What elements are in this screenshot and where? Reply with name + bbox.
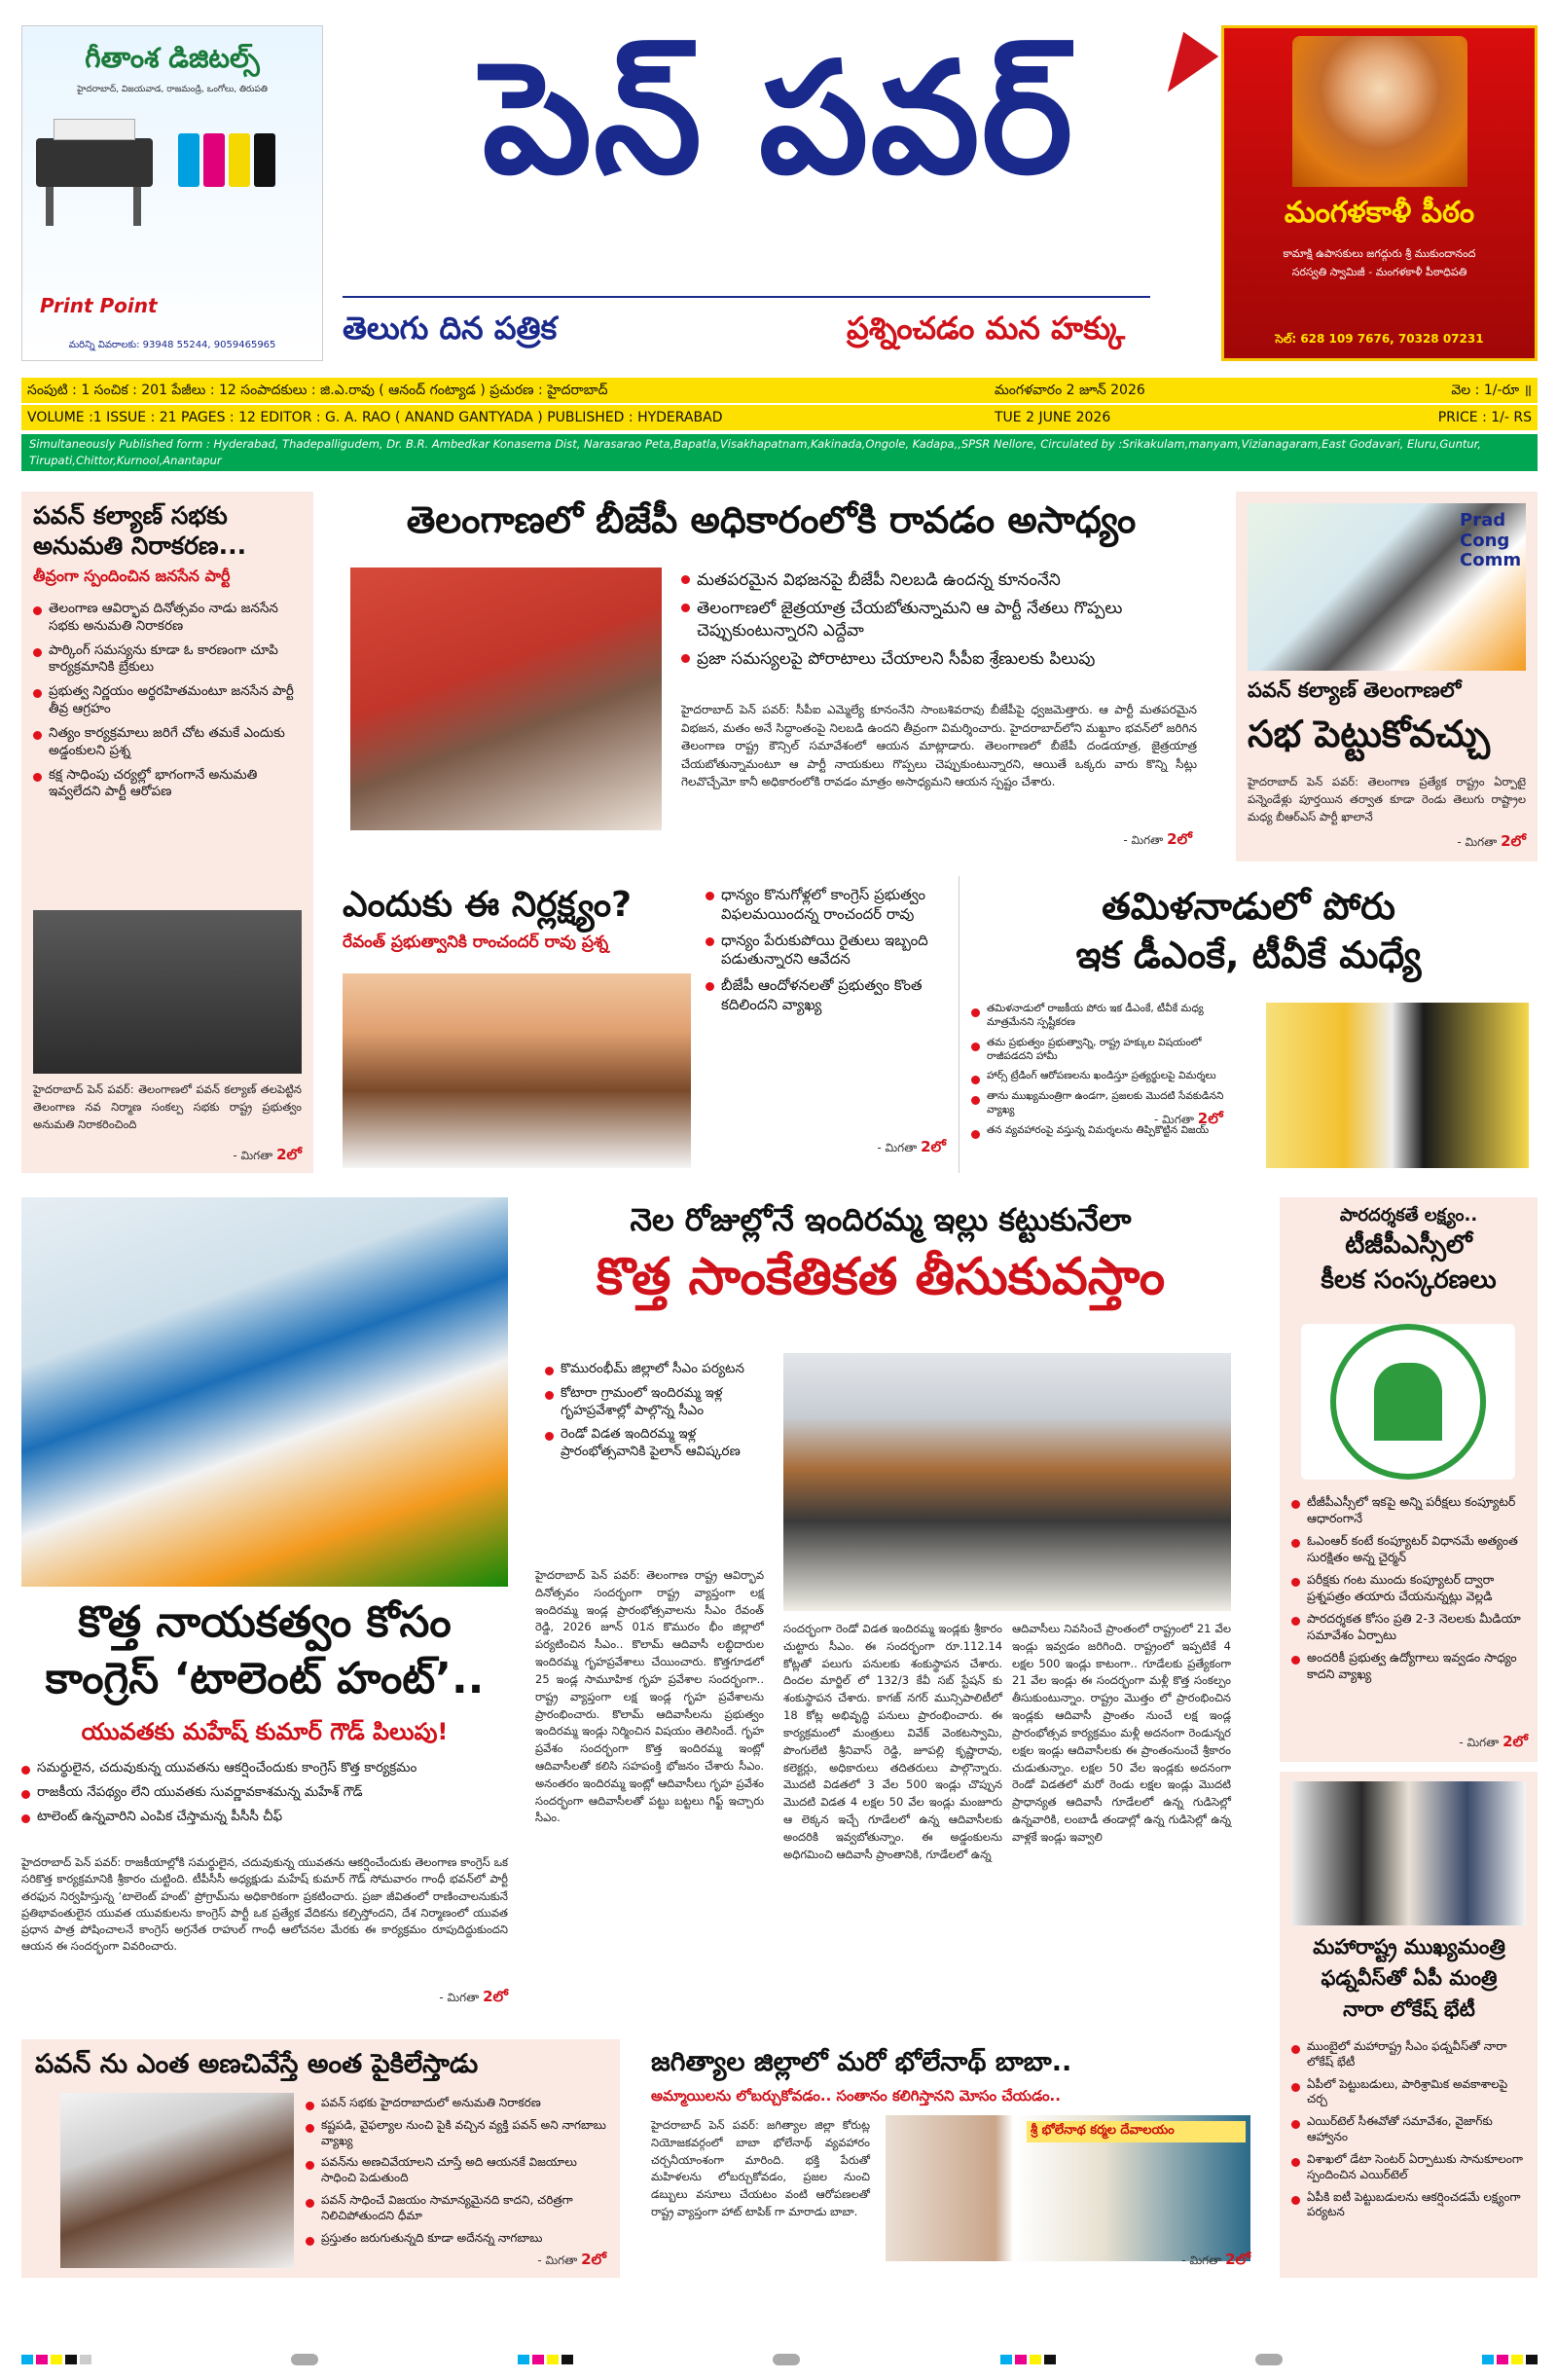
list-item: రాజకీయ నేపథ్యం లేని యువతకు సువర్ణావకాశమన్న మహేశ్ గౌడ్ <box>21 1784 508 1802</box>
story-lokesh-title-2: ఫడ్నవీస్‌తో ఏపీ మంత్రి <box>1321 1966 1498 1990</box>
story-lokesh-title-1: మహారాష్ట్ర ముఖ్యమంత్రి <box>1313 1935 1505 1959</box>
list-item: కొమురంభీమ్ జిల్లాలో సీఎం పర్యటన <box>545 1361 764 1378</box>
story-congress-title-1: కొత్త నాయకత్వం కోసం <box>78 1597 452 1647</box>
list-item: బీజేపీ ఆందోళనలతో ప్రభుత్వం కొంత కదిలిందని వ్యాఖ్య <box>706 976 949 1015</box>
list-item: కక్ష సాధింపు చర్యల్లో భాగంగానే అనుమతి ఇవ్వలేదని పార్టీ ఆరోపణ <box>33 767 302 802</box>
tagline-divider <box>343 296 1150 298</box>
list-item: ఓఎంఆర్ కంటే కంప్యూటర్ విధానమే అత్యంత సురక్షితం అన్న చైర్మన్ <box>1291 1533 1527 1565</box>
left-ad-phones: మరిన్ని వివరాలకు: 93948 55244, 9059465965 <box>68 340 276 350</box>
list-item: కోటారా గ్రామంలో ఇందిరమ్మ ఇళ్ల గృహప్రవేశాల్లో పాల్గొన్న సీఎం <box>545 1385 764 1420</box>
list-item: ఏపీలో పెట్టుబడులు, పారిశ్రామిక అవకాశాలపై చర్చ <box>1291 2077 1527 2108</box>
color-strip <box>1482 2355 1538 2364</box>
infobar-editions: Simultaneously Published form : Hyderabad, Thadepalligudem, Dr. B.R. Ambedkar Konasema Dist, Narasarao Peta,Bapatla,Visakhapatnam,Kakinada,Ongole, Kadapa,,SPSR Nellore, Circulated by :Srikakulam,manyam,Vizianagaram,East Godavari, Eluru,Guntur, Tirupati,Chittor,Kurnool,Anantapur <box>21 434 1538 471</box>
registration-pill <box>1255 2354 1283 2365</box>
story-pawan-right-title-2: సభ పెట్టుకోవచ్చు <box>1248 713 1491 755</box>
list-item: నిత్యం కార్యక్రమాలు జరిగే చోట తమకే ఎందుకు అడ్డంకులని ప్రశ్న <box>33 725 302 760</box>
list-item: పరీక్షకు గంట ముందు కంప్యూటర్ ద్వారా ప్రశ్నపత్రం తయారు చేయనున్నట్లు వెల్లడి <box>1291 1572 1527 1604</box>
story-pawan-bottom-bullets <box>306 2096 607 2253</box>
story-tgpsc-bullets <box>1291 1494 1527 1689</box>
print-point-logo: Print Point <box>40 294 158 317</box>
color-strip <box>21 2355 91 2364</box>
list-item: తమ ప్రభుత్వం ప్రభుత్వాన్ని, రాష్ట్ర హక్కుల విషయంలో రాజీపడదని హామీ <box>971 1037 1249 1064</box>
list-item: ప్రస్తుతం జరుగుతున్నది కూడా అదేనన్న నాగబాబు <box>306 2231 607 2247</box>
list-item: పవన్ సాధించే విజయం సామాన్యమైనది కాదని, చరిత్రగా నిలిచిపోతుందని ధీమా <box>306 2193 607 2224</box>
lokesh-fadnavis-photo[interactable] <box>1291 1781 1526 1925</box>
story-bjp-bullets <box>681 569 1187 677</box>
story-housing-title-2: కొత్త సాంకేతికత తీసుకువస్తాం <box>596 1248 1166 1307</box>
story-congress <box>21 1197 508 2015</box>
right-ad-line2: సరస్వతి స్వామిజీ - మంగళకాళీ పీఠాధిపతి <box>1291 266 1467 278</box>
continued-note: - మిగతా 2లో <box>1457 832 1526 850</box>
printer-illustration <box>36 119 172 226</box>
story-tgpsc <box>1280 1197 1538 1762</box>
left-ad-brand: గీతాంశ డిజిటల్స్ <box>85 42 260 74</box>
story-bjp-title: తెలంగాణలో బీజేపీ అధికారంలోకి రావడం అసాధ్యం <box>406 498 1137 541</box>
continued-note: - మిగతా 2లో <box>537 2251 606 2268</box>
story-tamil-title-2: ఇక డీఎంకే, టీవీకే మధ్యే <box>1075 934 1422 977</box>
government-of-telangana-emblem[interactable] <box>1301 1324 1515 1480</box>
story-pawan-left-title: పవన్ కల్యాణ్ సభకు అనుమతి నిరాకరణ... <box>33 501 247 560</box>
story-tgpsc-kicker: పారదర్శకతే లక్ష్యం.. <box>1339 1205 1478 1226</box>
continued-note: - మిగతా 2లో <box>1123 830 1192 848</box>
list-item: పవన్‌ను అణచివేయాలని చూస్తే అది ఆయనకే విజయాలు సాధించి పెడుతుంది <box>306 2155 607 2186</box>
story-congress-body: హైదరాబాద్ పెన్ పవర్: రాజకీయాల్లోకి సమర్థులైన, చదువుకున్న యువతను ఆకర్షించేందుకు తెలంగాణ కాంగ్రెస్ ఒక సరికొత్త కార్యక్రమానికి శ్రీకారం చుట్టింది. టీపీసీసీ అధ్యక్షుడు మహేష్ కుమార్ గౌడ్ సోమవారం గాంధీ భవన్‌లో పార్టీ తరఫున నిర్వహిస్తున్న ‘టాలెంట్ హంట్’ ప్రోగ్రామ్‌ను అధికారికంగా ప్రకటించారు. ప్రజా జీవితంలో రాణించాలనుకునే ప్రతిభావంతులైన యువత యువకులను కాంగ్రెస్ పార్టీ ఒక ప్రత్యేక వేదికను కల్పిస్తోందని, దేశ నిర్మాణంలో యువత ప్రధాన పాత్ర పోషించాలనే కాంగ్రెస్ అగ్రనేత రాహుల్ గాంధీ ఆలోచనల మేరకు ఈ కార్యక్రమం రూపుదిద్దుకుందని ఆయన ఈ సందర్భంగా వివరించారు. <box>21 1855 509 1954</box>
registration-marks <box>21 2354 1538 2365</box>
pcc-banner-text: Prad Cong Comm <box>1460 510 1522 571</box>
infobar-english <box>21 405 1538 430</box>
left-ad-address: హైదరాబాద్, విజయవాడ, రాజమండ్రి, ఒంగోలు, తిరుపతి <box>77 85 268 94</box>
story-neglect <box>331 876 954 1173</box>
list-item: తాను ముఖ్యమంత్రిగా ఉండగా, ప్రజలకు మొదటి సేవకుడినని వ్యాఖ్య <box>971 1090 1249 1117</box>
infobar-english-date: TUE 2 JUNE 2026 <box>995 410 1111 425</box>
continued-note: - మిగతా 2లో <box>439 1988 508 2005</box>
temple-banner: శ్రీ భోలేనాథ కర్మల దేవాలయం <box>1027 2121 1246 2142</box>
infobar-english-details: VOLUME :1 ISSUE : 21 PAGES : 12 EDITOR : G. A. RAO ( ANAND GANTYADA ) PUBLISHED : HYDERABAD <box>27 410 723 425</box>
right-ad-line1: కామాక్షి ఉపాసకులు జగద్గురు శ్రీ ముకుందానంద <box>1283 247 1476 260</box>
story-housing-title-1: నెల రోజుల్లోనే ఇందిరమ్మ ఇల్లు కట్టుకునేలా <box>630 1201 1132 1238</box>
tagline-right: ప్రశ్నించడం మన హక్కు <box>847 310 1126 347</box>
list-item: ఎయిర్‌టెల్ సీఈవోతో సమావేశం, వైజాగ్‌కు ఆహ్వానం <box>1291 2114 1527 2145</box>
vijay-photo[interactable] <box>1266 1003 1529 1168</box>
list-item: టాలెంట్ ఉన్నవారిని ఎంపిక చేస్తామన్న పీసీసీ చీఫ్ <box>21 1809 508 1826</box>
story-tamil <box>959 876 1538 1173</box>
registration-pill <box>291 2354 318 2365</box>
pawan-kalyan-photo[interactable] <box>33 910 302 1074</box>
list-item: విశాఖలో డేటా సెంటర్ ఏర్పాటుకు సానుకూలంగా స్పందించిన ఎయిర్‌టెల్ <box>1291 2152 1527 2183</box>
list-item: ప్రభుత్వ నిర్ణయం అర్థరహితమంటూ జనసేన పార్టీ తీవ్ర ఆగ్రహం <box>33 683 302 718</box>
list-item: మతపరమైన విభజనపై బీజేపీ నిలబడి ఉందన్న కూనంనేని <box>681 569 1187 591</box>
koonamneni-photo[interactable] <box>350 568 662 830</box>
story-bjp-body: హైదరాబాద్ పెన్ పవర్: సీపీఐ ఎమ్మెల్యే కూనంనేని సాంబశివరావు బీజేపీపై ధ్వజమెత్తారు. ఆ పార్టీ మతపరమైన విభజన, మతం అనే సిద్ధాంతంపై నిలబడి ఉందని తీవ్రంగా విమర్శించారు. హైదరాబాద్‌లోని మఖ్దూం భవన్‌లో జరిగిన తెలంగాణ రాష్ట్ర కౌన్సిల్ సమావేశంలో ఆయన మాట్లాడారు. తెలంగాణలో బీజేపీ దండయాత్ర, జైత్రయాత్ర చేయబోతున్నామంటూ ఆ పార్టీ నాయకులు గొప్పలు చెప్పుకుంటున్నారని, ఆయితే ఒక్కరు వారు కొన్ని సీట్లు గెలవొచ్చేమో కానీ అధికారంలోకి రావడం మాత్రం అసాధ్యమని ఆయన స్పష్టం చేశారు. <box>681 703 1197 789</box>
nagababu-photo[interactable] <box>60 2093 294 2268</box>
story-tgpsc-title-1: టీజీపీఎస్సీలో <box>1345 1229 1472 1260</box>
story-neglect-bullets <box>706 886 949 1022</box>
list-item: ధాన్యం కొనుగోళ్లలో కాంగ్రెస్ ప్రభుత్వం విఫలమయిందన్న రాంచందర్ రావు <box>706 886 949 925</box>
list-item: తమిళనాడులో రాజకీయ పోరు ఇక డీఎంకే, టీవీకే మధ్య మాత్రమేనని స్పష్టీకరణ <box>971 1003 1249 1030</box>
list-item: ఏపీకి ఐటీ పెట్టుబడులను ఆకర్షించడమే లక్ష్యంగా పర్యటన <box>1291 2190 1527 2221</box>
story-bjp <box>331 492 1212 861</box>
list-item: రెండో విడత ఇందిరమ్మ ఇళ్ల ప్రారంభోత్సవానికి పైలాన్ ఆవిష్కరణ <box>545 1426 764 1461</box>
right-ad-title: మంగళకాళీ పీఠం <box>1284 196 1475 230</box>
story-neglect-title: ఎందుకు ఈ నిర్లక్ష్యం? <box>343 885 633 925</box>
story-lokesh-title-3: నారా లోకేష్ భేటీ <box>1343 1997 1475 2021</box>
story-housing-col1: హైదరాబాద్ పెన్ పవర్: తెలంగాణ రాష్ట్ర ఆవిర్భావ దినోత్సవం సందర్భంగా రాష్ట్ర వ్యాప్తంగా లక్ష ఇందిరమ్మ ఇండ్ల ప్రారంభోత్సవాలను సీఎం రేవంత్ రెడ్డి, 2026 జూన్ 01న కొమురం భీం జిల్లాలో పర్యటించిన సీఎం.. కొలామ్ ఆదివాసీ లబ్ధిదారుల ఇందిరమ్మ గృహప్రవేశాలు చేయించారు. కొత్తగూడలో 25 ఇండ్ల సామూహిక గృహ ప్రవేశాల సందర్భంగా.. రాష్ట్ర వ్యాప్తంగా లక్ష ఇండ్ల గృహ ప్రవేశాలను ప్రారంభించారు. కొలామ్ ఆదివాసీలను ప్రభుత్వం ఇందిరమ్మ ఇండ్లు నిర్మించిన విషయం తెలిసిందే. గృహ ప్రవేశం సందర్భంగా కొత్త ఇందిరమ్మ ఇంట్లో ఆదివాసీలతో కలిసి సహపంక్తి భోజనం చేశారు సీఎం. అనంతరం ఇందిరమ్మ ఇంట్లో ఆదివాసీలు గృహ ప్రవేశం సందర్భంగా ఆదివాసీలతో పట్టు బట్టలు గిఫ్ట్ ఇచ్చారు సీఎం. <box>535 1568 764 1825</box>
story-lokesh-bullets <box>1291 2039 1527 2227</box>
list-item: పారదర్శకత కోసం ప్రతి 2-3 నెలలకు మీడియా సమావేశం ఏర్పాటు <box>1291 1611 1527 1643</box>
left-advertisement[interactable] <box>21 25 323 361</box>
infobar-telugu <box>21 378 1538 403</box>
list-item: సమర్థులైన, చదువుకున్న యువతను ఆకర్షించేందుకు కాంగ్రెస్ కొత్త కార్యక్రమం <box>21 1760 508 1777</box>
continued-note: - మిగతా 2లో <box>233 1146 302 1163</box>
story-pawan-bottom-title: పవన్ ను ఎంత అణచివేస్తే అంత పైకిలేస్తాడు <box>35 2049 479 2079</box>
story-baba <box>637 2039 1260 2278</box>
continued-note: - మిగతా 2లో <box>1181 2251 1250 2268</box>
list-item: పార్కింగ్ సమస్యను కూడా ఓ కారణంగా చూపి కార్యక్రమానికి బ్రేకులు <box>33 642 302 677</box>
story-housing <box>525 1197 1236 2015</box>
story-pawan-right <box>1236 492 1538 861</box>
story-tamil-title-1: తమిళనాడులో పోరు <box>1102 885 1395 928</box>
color-strip <box>518 2355 573 2364</box>
tagline-left: తెలుగు దిన పత్రిక <box>343 310 558 347</box>
story-housing-bullets <box>545 1361 764 1468</box>
story-congress-bullets <box>21 1760 508 1832</box>
right-advertisement[interactable] <box>1221 25 1538 361</box>
story-baba-title: జగిత్యాల జిల్లాలో మరో భోలేనాథ్ బాబా.. <box>651 2047 1072 2077</box>
ink-bottles-illustration <box>178 124 305 192</box>
continued-note: - మిగతా 2లో <box>1154 1110 1223 1127</box>
continued-note: - మిగతా 2లో <box>877 1138 946 1155</box>
list-item: తెలంగాణలో జైత్రయాత్ర చేయబోతున్నామని ఆ పార్టీ నేతలు గొప్పలు చెప్పుకుంటున్నారని ఎద్దేవా <box>681 598 1187 641</box>
story-pawan-right-title-1: పవన్ కల్యాణ్ తెలంగాణలో <box>1248 678 1462 702</box>
story-congress-title-2: కాంగ్రెస్ ‘టాలెంట్ హంట్’.. <box>45 1654 485 1703</box>
newspaper-title: పెన్ పవర్ <box>482 29 1075 208</box>
story-tgpsc-title-2: కీలక సంస్కరణలు <box>1321 1264 1497 1295</box>
story-neglect-subtitle: రేవంత్ ప్రభుత్వానికి రాంచందర్ రావు ప్రశ్న <box>343 932 609 952</box>
list-item: ముంబైలో మహారాష్ట్ర సీఎం ఫడ్నవీస్‌తో నారా లోకేష్ భేటీ <box>1291 2039 1527 2070</box>
list-item: కష్టపడి, వైఫల్యాల నుంచి పైకి వచ్చిన వ్యక్తి పవన్ అని నాగబాబు వ్యాఖ్య <box>306 2118 607 2149</box>
masthead <box>0 0 1557 375</box>
list-item: తెలంగాణ ఆవిర్భావ దినోత్సవం నాడు జనసేన సభకు అనుమతి నిరాకరణ <box>33 601 302 636</box>
list-item: తన వ్యవహారంపై వస్తున్న విమర్శలను తిప్పికొట్టిన విజయ్ <box>971 1124 1249 1138</box>
story-baba-body: హైదరాబాద్ పెన్ పవర్: జగిత్యాల జిల్లా కోరుట్ల నియోజకవర్గంలో బాబా భోలేనాథ్ వ్యవహారం చర్చనీయాంశంగా మారింది. భక్తి పేరుతో మహిళలను లోబర్చుకోవడం, ప్రజల నుంచి డబ్బులు వసూలు చేయటం వంటి ఆరోపణలతో రాష్ట్ర వ్యాప్తంగా హాట్ టాపిక్ గా మారాడు బాబా. <box>651 2118 870 2219</box>
story-congress-subtitle: యువతకు మహేష్ కుమార్ గౌడ్ పిలుపు! <box>81 1718 449 1745</box>
story-pawan-left-body: హైదరాబాద్ పెన్ పవర్: తెలంగాణలో పవన్ కల్యాణ్ తలపెట్టిన తెలంగాణ నవ నిర్మాణ సంకల్ప సభకు రాష్ట్ర ప్రభుత్వం అనుమతి నిరాకరించింది <box>33 1082 302 1131</box>
list-item: ప్రజా సమస్యలపై పోరాటాలు చేయాలని సీపీఐ శ్రేణులకు పిలుపు <box>681 648 1187 670</box>
story-pawan-right-body: హైదరాబాద్ పెన్ పవర్: తెలంగాణ ప్రత్యేక రాష్ట్రం ఏర్పాటై పన్నెండేళ్లు పూర్తయిన తర్వాత కూడా రెండు తెలుగు రాష్ట్రాల మధ్య బీఆర్ఎస్ పార్టీ ఖాలానే <box>1248 775 1526 824</box>
ramchander-rao-photo[interactable] <box>343 973 691 1168</box>
registration-pill <box>773 2354 800 2365</box>
guru-photo <box>1292 36 1467 187</box>
story-housing-col3: ఆదివాసీలు నివసించే ప్రాంతంలో రాష్ట్రంలో 21 వేల ఇండ్లు ఇవ్వడం జరిగింది. రాష్ట్రంలో ఇప్పటికే 4 లక్షల 500 ఇండ్లు కాటంగా.. గూడేలకు ప్రత్యేకంగా 21 వేల ఇండ్లు ఈ సందర్భంగా మళ్లీ కొత్త సంకల్పం తీసుకుంటున్నాం. రాష్ట్రం మొత్తం లో ప్రారంభించిన ఇండ్లకు ఆదివాసీ ప్రాంతం నుంచే లక్ష ఇండ్ల ప్రారంభోత్సవ కార్యక్రమం మళ్లీ అదనంగా రెండున్నర లక్షల ఇండ్లు ఆదివాసీలకు ఈ ప్రాంతంనుంచే శ్రీకారం చుడుతున్నాం. లక్షల 50 వేల ఇండ్లకు అదనంగా రెండో విడతలో మరో రెండు లక్షల ఇండ్లు మొదటి ప్రాధాన్యత ఆదివాసీ గూడేలలో ఉన్న గుడిసెల్లో ఉన్నవారికి, లంబాడీ తండాల్లో ఉన్న గుడిసెల్లో ఉన్న వాళ్లకే ఇండ్లు ఇవ్వాలి <box>1012 1622 1231 1844</box>
right-ad-phone: సెల్: 628 109 7676, 70328 07231 <box>1275 332 1484 346</box>
list-item: పవన్ సభకు హైదరాబాదులో అనుమతి నిరాకరణ <box>306 2096 607 2111</box>
story-pawan-bottom <box>21 2039 620 2278</box>
infobar-telugu-details: సంపుటి : 1 సంచిక : 201 పేజీలు : 12 సంపాదకులు : జి.ఎ.రావు ( ఆనంద్ గంట్యాడ ) ప్రచురణ : హైదరాబాద్ <box>27 383 608 398</box>
color-strip <box>1000 2355 1056 2364</box>
story-pawan-left-bullets <box>21 595 313 814</box>
continued-note: - మిగతా 2లో <box>1459 1733 1528 1750</box>
story-pawan-left <box>21 492 313 1173</box>
infobar-telugu-date: మంగళవారం 2 జూన్ 2026 <box>995 383 1145 398</box>
infobar-english-price: PRICE : 1/- RS <box>1437 410 1532 425</box>
story-lokesh <box>1280 1772 1538 2278</box>
story-housing-col2: సందర్భంగా రెండో విడత ఇందిరమ్మ ఇండ్లకు శ్రీకారం చుట్టారు సీఎం. ఈ సందర్భంగా రూ.112.14 కోట్లతో పలుగు పనులకు శంకుస్థాపన చేశారు. దిందల మార్జిల్ లో 132/3 కేవీ సబ్ స్టేషన్ కు శంకుస్థాపన చేశారు. కాగజ్ నగర్ మున్సిపాలిటీలో 18 కోట్ల అభివృద్ధి పనులు ప్రారంభించారు. ఈ కార్యక్రమంలో మంత్రులు వివేక్ వెంకటస్వామి, పొంగులేటి శ్రీనివాస్ రెడ్డి, జూపల్లి కృష్ణారావు, కలెక్టర్లు, అధికారులు తదితరులు పాల్గొన్నారు. మొదటి విడతలో 3 వేల 500 ఇండ్లు చొప్పున మొదటి విడత 4 లక్షల 50 వేల ఇండ్లు మంజూరు ఆ లెక్కన ఇచ్చే గూడేలలో ఉన్న ఆదివాసీలకు అందరికి ఇవ్వబోతున్నాం. ఈ అడ్డంకులను అధిగమించి ఆదివాసీ ప్రాంతానికి, గూడేలలో ఉన్న <box>783 1622 1002 1861</box>
list-item: హార్స్ ట్రేడింగ్ ఆరోపణలను ఖండిస్తూ ప్రత్యర్థులపై విమర్శలు <box>971 1070 1249 1083</box>
story-pawan-left-subtitle: తీవ్రంగా స్పందించిన జనసేన పార్టీ <box>33 567 231 585</box>
infobar-telugu-price: వెల : 1/-రూ ॥ <box>1451 383 1532 398</box>
cm-housing-event-photo[interactable] <box>783 1353 1231 1611</box>
list-item: టీజీపీఎస్సీలో ఇకపై అన్ని పరీక్షలు కంప్యూటర్ ఆధారంగానే <box>1291 1494 1527 1526</box>
mahesh-kumar-goud-photo[interactable] <box>21 1197 508 1587</box>
list-item: అందరికీ ప్రభుత్వ ఉద్యోగాలు ఇవ్వడం సాధ్యం కాదని వ్యాఖ్య <box>1291 1650 1527 1682</box>
list-item: ధాన్యం పేరుకుపోయి రైతులు ఇబ్బంది పడుతున్నారని ఆవేదన <box>706 932 949 970</box>
story-baba-subtitle: అమ్మాయిలను లోబర్చుకోవడం.. సంతానం కలిగిస్తానని మోసం చేయడం.. <box>651 2086 1061 2105</box>
